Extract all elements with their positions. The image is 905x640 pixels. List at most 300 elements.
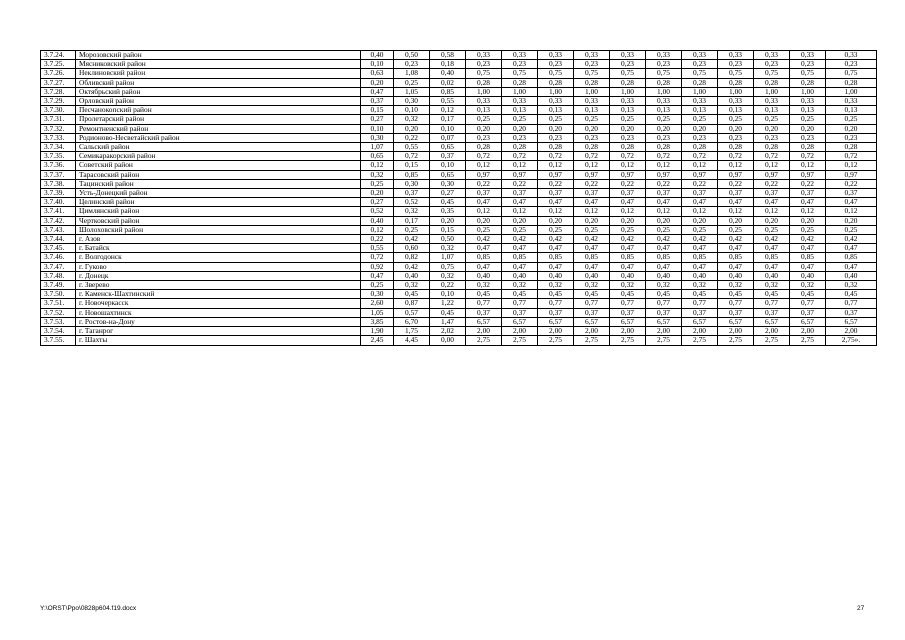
row-name: Семикаракорский район — [76, 152, 361, 161]
table-body — [41, 51, 877, 346]
value-cell: 0,28 — [538, 143, 574, 152]
value-cell: 0,75 — [574, 69, 610, 78]
value-cell: 0,45 — [754, 290, 790, 299]
value-cell: 0,72 — [574, 152, 610, 161]
row-name: Родионово-Несветайский район — [76, 133, 361, 142]
value-cell: 0,40 — [790, 271, 826, 280]
row-name: г. Гуково — [76, 262, 361, 271]
value-cell: 0,37 — [754, 308, 790, 317]
value-cell: 0,22 — [430, 281, 466, 290]
value-cell: 0,33 — [610, 97, 646, 106]
table-row — [41, 235, 877, 244]
value-cell: 0,32 — [610, 281, 646, 290]
value-cell: 0,25 — [610, 115, 646, 124]
value-cell: 0,72 — [790, 152, 826, 161]
value-cell: 0,37 — [430, 152, 466, 161]
value-cell: 0,28 — [466, 78, 502, 87]
value-cell: 0,28 — [754, 78, 790, 87]
value-cell: 0,28 — [826, 78, 877, 87]
value-cell: 0,12 — [754, 207, 790, 216]
value-cell: 0,25 — [826, 225, 877, 234]
value-cell: 0,25 — [682, 225, 718, 234]
row-code: 3.7.31. — [41, 115, 76, 124]
value-cell: 0,23 — [466, 133, 502, 142]
value-cell: 2,00 — [466, 327, 502, 336]
value-cell: 2,75 — [718, 336, 754, 345]
table-row — [41, 124, 877, 133]
value-cell: 0,20 — [466, 216, 502, 225]
value-cell: 0,47 — [502, 262, 538, 271]
table-row — [41, 225, 877, 234]
value-cell: 0,47 — [754, 198, 790, 207]
value-cell: 1,08 — [394, 69, 430, 78]
row-name: г. Таганрог — [76, 327, 361, 336]
value-cell: 6,57 — [718, 317, 754, 326]
value-cell: 0,13 — [826, 106, 877, 115]
value-cell: 0,32 — [790, 281, 826, 290]
table-row — [41, 216, 877, 225]
value-cell: 0,25 — [646, 225, 682, 234]
value-cell: 0,40 — [430, 69, 466, 78]
value-cell: 0,10 — [430, 124, 466, 133]
value-cell: 0,37 — [682, 189, 718, 198]
value-cell: 2,00 — [646, 327, 682, 336]
row-name: Советский район — [76, 161, 361, 170]
row-code: 3.7.47. — [41, 262, 76, 271]
row-code: 3.7.44. — [41, 235, 76, 244]
value-cell: 0,10 — [430, 290, 466, 299]
value-cell: 0,25 — [502, 225, 538, 234]
table-row — [41, 87, 877, 96]
value-cell: 0,30 — [361, 290, 394, 299]
value-cell: 2,02 — [430, 327, 466, 336]
value-cell: 0,32 — [754, 281, 790, 290]
value-cell: 0,20 — [826, 216, 877, 225]
value-cell: 0,58 — [430, 51, 466, 60]
value-cell: 1,00 — [790, 87, 826, 96]
value-cell: 0,42 — [394, 235, 430, 244]
value-cell: 0,40 — [361, 51, 394, 60]
row-name: Цимлянский район — [76, 207, 361, 216]
value-cell: 0,40 — [574, 271, 610, 280]
value-cell: 0,23 — [682, 60, 718, 69]
value-cell: 0,37 — [610, 308, 646, 317]
value-cell: 0,47 — [466, 244, 502, 253]
value-cell: 0,28 — [718, 78, 754, 87]
row-code: 3.7.55. — [41, 336, 76, 345]
value-cell: 0,33 — [826, 51, 877, 60]
value-cell: 0,33 — [502, 51, 538, 60]
value-cell: 0,28 — [682, 143, 718, 152]
value-cell: 0,20 — [754, 124, 790, 133]
value-cell: 0,20 — [538, 216, 574, 225]
value-cell: 0,47 — [826, 244, 877, 253]
value-cell: 0,32 — [394, 281, 430, 290]
value-cell: 2,75 — [574, 336, 610, 345]
table-row — [41, 207, 877, 216]
value-cell: 0,12 — [646, 161, 682, 170]
table-row — [41, 60, 877, 69]
value-cell: 0,25 — [538, 115, 574, 124]
value-cell: 2,75 — [646, 336, 682, 345]
value-cell: 2,75 — [466, 336, 502, 345]
value-cell: 0,65 — [430, 170, 466, 179]
value-cell: 1,90 — [361, 327, 394, 336]
value-cell: 0,45 — [430, 308, 466, 317]
value-cell: 0,33 — [466, 51, 502, 60]
row-name: г. Шахты — [76, 336, 361, 345]
value-cell: 0,47 — [682, 198, 718, 207]
table-row — [41, 244, 877, 253]
value-cell: 0,23 — [826, 60, 877, 69]
value-cell: 0,85 — [790, 253, 826, 262]
value-cell: 6,57 — [574, 317, 610, 326]
row-name: Тацинский район — [76, 179, 361, 188]
row-code: 3.7.28. — [41, 87, 76, 96]
value-cell: 2,75». — [826, 336, 877, 345]
table-row — [41, 152, 877, 161]
value-cell: 0,42 — [718, 235, 754, 244]
table-row — [41, 299, 877, 308]
value-cell: 0,22 — [754, 179, 790, 188]
value-cell: 0,72 — [538, 152, 574, 161]
value-cell: 0,02 — [430, 78, 466, 87]
value-cell: 2,00 — [574, 327, 610, 336]
value-cell: 0,33 — [610, 51, 646, 60]
value-cell: 0,40 — [754, 271, 790, 280]
table-row — [41, 170, 877, 179]
value-cell: 0,72 — [682, 152, 718, 161]
value-cell: 0,85 — [574, 253, 610, 262]
value-cell: 0,77 — [682, 299, 718, 308]
value-cell: 0,37 — [718, 308, 754, 317]
value-cell: 0,23 — [754, 60, 790, 69]
value-cell: 0,47 — [826, 198, 877, 207]
value-cell: 0,60 — [394, 244, 430, 253]
value-cell: 0,12 — [718, 161, 754, 170]
value-cell: 0,85 — [646, 253, 682, 262]
value-cell: 0,20 — [610, 124, 646, 133]
value-cell: 0,52 — [394, 198, 430, 207]
value-cell: 0,23 — [574, 133, 610, 142]
value-cell: 0,97 — [646, 170, 682, 179]
value-cell: 0,42 — [682, 235, 718, 244]
value-cell: 0,32 — [682, 281, 718, 290]
value-cell: 0,12 — [574, 207, 610, 216]
value-cell: 0,12 — [574, 161, 610, 170]
value-cell: 0,13 — [538, 106, 574, 115]
value-cell: 0,45 — [646, 290, 682, 299]
value-cell: 0,47 — [754, 244, 790, 253]
value-cell: 0,32 — [394, 207, 430, 216]
value-cell: 0,23 — [646, 60, 682, 69]
value-cell: 0,13 — [718, 106, 754, 115]
value-cell: 1,00 — [718, 87, 754, 96]
value-cell: 0,12 — [682, 161, 718, 170]
value-cell: 0,77 — [466, 299, 502, 308]
value-cell: 0,47 — [466, 262, 502, 271]
value-cell: 0,28 — [466, 143, 502, 152]
value-cell: 0,97 — [502, 170, 538, 179]
value-cell: 2,00 — [682, 327, 718, 336]
value-cell: 0,77 — [754, 299, 790, 308]
value-cell: 0,28 — [754, 143, 790, 152]
row-name: Мясниковский район — [76, 60, 361, 69]
value-cell: 0,85 — [682, 253, 718, 262]
value-cell: 0,33 — [790, 51, 826, 60]
row-code: 3.7.26. — [41, 69, 76, 78]
table-row — [41, 115, 877, 124]
value-cell: 0,37 — [502, 189, 538, 198]
value-cell: 0,25 — [466, 225, 502, 234]
value-cell: 0,40 — [466, 271, 502, 280]
value-cell: 0,32 — [538, 281, 574, 290]
value-cell: 1,00 — [502, 87, 538, 96]
value-cell: 0,12 — [826, 161, 877, 170]
value-cell: 0,47 — [610, 198, 646, 207]
row-code: 3.7.33. — [41, 133, 76, 142]
value-cell: 2,00 — [718, 327, 754, 336]
value-cell: 0,45 — [610, 290, 646, 299]
value-cell: 0,85 — [826, 253, 877, 262]
value-cell: 0,23 — [718, 60, 754, 69]
value-cell: 0,37 — [790, 308, 826, 317]
data-table — [40, 50, 877, 346]
value-cell: 1,22 — [430, 299, 466, 308]
value-cell: 0,12 — [826, 207, 877, 216]
value-cell: 0,07 — [430, 133, 466, 142]
value-cell: 0,85 — [538, 253, 574, 262]
value-cell: 0,47 — [538, 262, 574, 271]
table-row — [41, 336, 877, 345]
row-name: Октябрьский район — [76, 87, 361, 96]
value-cell: 0,65 — [361, 152, 394, 161]
value-cell: 0,23 — [610, 133, 646, 142]
value-cell: 0,12 — [466, 161, 502, 170]
value-cell: 0,47 — [502, 244, 538, 253]
value-cell: 0,77 — [718, 299, 754, 308]
row-name: Ремонтненский район — [76, 124, 361, 133]
row-code: 3.7.27. — [41, 78, 76, 87]
value-cell: 0,33 — [754, 97, 790, 106]
value-cell: 0,40 — [682, 271, 718, 280]
table-row — [41, 198, 877, 207]
row-name: Пролетарский район — [76, 115, 361, 124]
value-cell: 1,00 — [574, 87, 610, 96]
value-cell: 0,37 — [466, 308, 502, 317]
value-cell: 1,05 — [361, 308, 394, 317]
row-name: г. Ростов-на-Дону — [76, 317, 361, 326]
value-cell: 0,42 — [790, 235, 826, 244]
value-cell: 0,22 — [826, 179, 877, 188]
row-code: 3.7.52. — [41, 308, 76, 317]
value-cell: 0,72 — [646, 152, 682, 161]
value-cell: 0,85 — [502, 253, 538, 262]
value-cell: 2,00 — [790, 327, 826, 336]
row-code: 3.7.36. — [41, 161, 76, 170]
row-name: Морозовский район — [76, 51, 361, 60]
value-cell: 0,33 — [790, 97, 826, 106]
value-cell: 0,75 — [682, 69, 718, 78]
value-cell: 0,37 — [610, 189, 646, 198]
value-cell: 0,12 — [538, 207, 574, 216]
value-cell: 0,20 — [718, 216, 754, 225]
value-cell: 0,25 — [754, 225, 790, 234]
value-cell: 0,33 — [502, 97, 538, 106]
value-cell: 0,13 — [574, 106, 610, 115]
value-cell: 6,57 — [610, 317, 646, 326]
value-cell: 0,47 — [682, 244, 718, 253]
value-cell: 0,72 — [718, 152, 754, 161]
value-cell: 0,40 — [826, 271, 877, 280]
value-cell: 0,22 — [682, 179, 718, 188]
value-cell: 0,47 — [646, 244, 682, 253]
row-code: 3.7.34. — [41, 143, 76, 152]
value-cell: 0,47 — [790, 198, 826, 207]
value-cell: 0,23 — [754, 133, 790, 142]
value-cell: 0,92 — [361, 262, 394, 271]
value-cell: 0,12 — [754, 161, 790, 170]
value-cell: 1,00 — [646, 87, 682, 96]
value-cell: 0,27 — [361, 115, 394, 124]
value-cell: 0,22 — [538, 179, 574, 188]
value-cell: 0,97 — [718, 170, 754, 179]
value-cell: 0,37 — [682, 308, 718, 317]
row-code: 3.7.37. — [41, 170, 76, 179]
row-name: г. Азов — [76, 235, 361, 244]
value-cell: 0,97 — [826, 170, 877, 179]
value-cell: 0,32 — [574, 281, 610, 290]
value-cell: 2,00 — [610, 327, 646, 336]
value-cell: 0,28 — [610, 78, 646, 87]
value-cell: 0,47 — [610, 244, 646, 253]
row-code: 3.7.40. — [41, 198, 76, 207]
value-cell: 2,60 — [361, 299, 394, 308]
row-code: 3.7.43. — [41, 225, 76, 234]
value-cell: 0,20 — [361, 78, 394, 87]
value-cell: 2,75 — [682, 336, 718, 345]
value-cell: 0,47 — [361, 271, 394, 280]
value-cell: 0,72 — [754, 152, 790, 161]
value-cell: 0,28 — [538, 78, 574, 87]
value-cell: 0,47 — [718, 198, 754, 207]
value-cell: 0,77 — [610, 299, 646, 308]
value-cell: 0,97 — [610, 170, 646, 179]
value-cell: 0,12 — [361, 225, 394, 234]
value-cell: 0,20 — [646, 124, 682, 133]
value-cell: 0,47 — [718, 262, 754, 271]
row-code: 3.7.35. — [41, 152, 76, 161]
value-cell: 0,20 — [718, 124, 754, 133]
row-code: 3.7.29. — [41, 97, 76, 106]
row-name: г. Батайск — [76, 244, 361, 253]
value-cell: 0,45 — [682, 290, 718, 299]
value-cell: 0,85 — [610, 253, 646, 262]
value-cell: 0,47 — [754, 262, 790, 271]
value-cell: 2,00 — [502, 327, 538, 336]
table-row — [41, 97, 877, 106]
table-row — [41, 106, 877, 115]
value-cell: 0,20 — [646, 216, 682, 225]
value-cell: 0,75 — [466, 69, 502, 78]
row-name: Песчанокопский район — [76, 106, 361, 115]
value-cell: 0,75 — [826, 69, 877, 78]
table-row — [41, 69, 877, 78]
value-cell: 0,23 — [394, 60, 430, 69]
value-cell: 0,37 — [826, 308, 877, 317]
value-cell: 0,45 — [574, 290, 610, 299]
value-cell: 0,25 — [718, 115, 754, 124]
value-cell: 1,00 — [682, 87, 718, 96]
value-cell: 0,12 — [610, 161, 646, 170]
value-cell: 0,20 — [682, 216, 718, 225]
value-cell: 0,12 — [538, 161, 574, 170]
value-cell: 0,12 — [502, 161, 538, 170]
row-code: 3.7.41. — [41, 207, 76, 216]
value-cell: 0,33 — [646, 51, 682, 60]
value-cell: 0,37 — [574, 189, 610, 198]
value-cell: 0,28 — [790, 78, 826, 87]
row-name: Тарасовский район — [76, 170, 361, 179]
value-cell: 0,12 — [430, 106, 466, 115]
value-cell: 0,23 — [502, 60, 538, 69]
value-cell: 0,85 — [430, 87, 466, 96]
value-cell: 0,82 — [394, 253, 430, 262]
value-cell: 0,32 — [466, 281, 502, 290]
value-cell: 6,57 — [826, 317, 877, 326]
value-cell: 0,32 — [361, 170, 394, 179]
value-cell: 0,20 — [574, 216, 610, 225]
value-cell: 0,75 — [538, 69, 574, 78]
value-cell: 0,72 — [610, 152, 646, 161]
value-cell: 0,97 — [466, 170, 502, 179]
value-cell: 0,13 — [790, 106, 826, 115]
value-cell: 1,00 — [466, 87, 502, 96]
row-name: г. Новошахтинск — [76, 308, 361, 317]
value-cell: 0,10 — [394, 106, 430, 115]
value-cell: 0,32 — [826, 281, 877, 290]
value-cell: 0,63 — [361, 69, 394, 78]
value-cell: 0,28 — [826, 143, 877, 152]
value-cell: 4,45 — [394, 336, 430, 345]
value-cell: 0,12 — [610, 207, 646, 216]
value-cell: 0,75 — [754, 69, 790, 78]
value-cell: 6,57 — [502, 317, 538, 326]
value-cell: 2,45 — [361, 336, 394, 345]
value-cell: 2,00 — [538, 327, 574, 336]
value-cell: 0,57 — [394, 308, 430, 317]
value-cell: 0,37 — [826, 189, 877, 198]
value-cell: 0,37 — [646, 189, 682, 198]
value-cell: 0,20 — [394, 124, 430, 133]
value-cell: 0,15 — [394, 161, 430, 170]
value-cell: 0,23 — [718, 133, 754, 142]
value-cell: 0,55 — [394, 143, 430, 152]
value-cell: 0,47 — [610, 262, 646, 271]
value-cell: 0,23 — [574, 60, 610, 69]
value-cell: 3,85 — [361, 317, 394, 326]
value-cell: 0,22 — [718, 179, 754, 188]
table-row — [41, 290, 877, 299]
value-cell: 0,12 — [790, 207, 826, 216]
value-cell: 0,37 — [574, 308, 610, 317]
value-cell: 6,70 — [394, 317, 430, 326]
value-cell: 0,23 — [466, 60, 502, 69]
value-cell: 0,47 — [574, 244, 610, 253]
value-cell: 0,28 — [790, 143, 826, 152]
value-cell: 0,28 — [610, 143, 646, 152]
value-cell: 0,72 — [361, 253, 394, 262]
